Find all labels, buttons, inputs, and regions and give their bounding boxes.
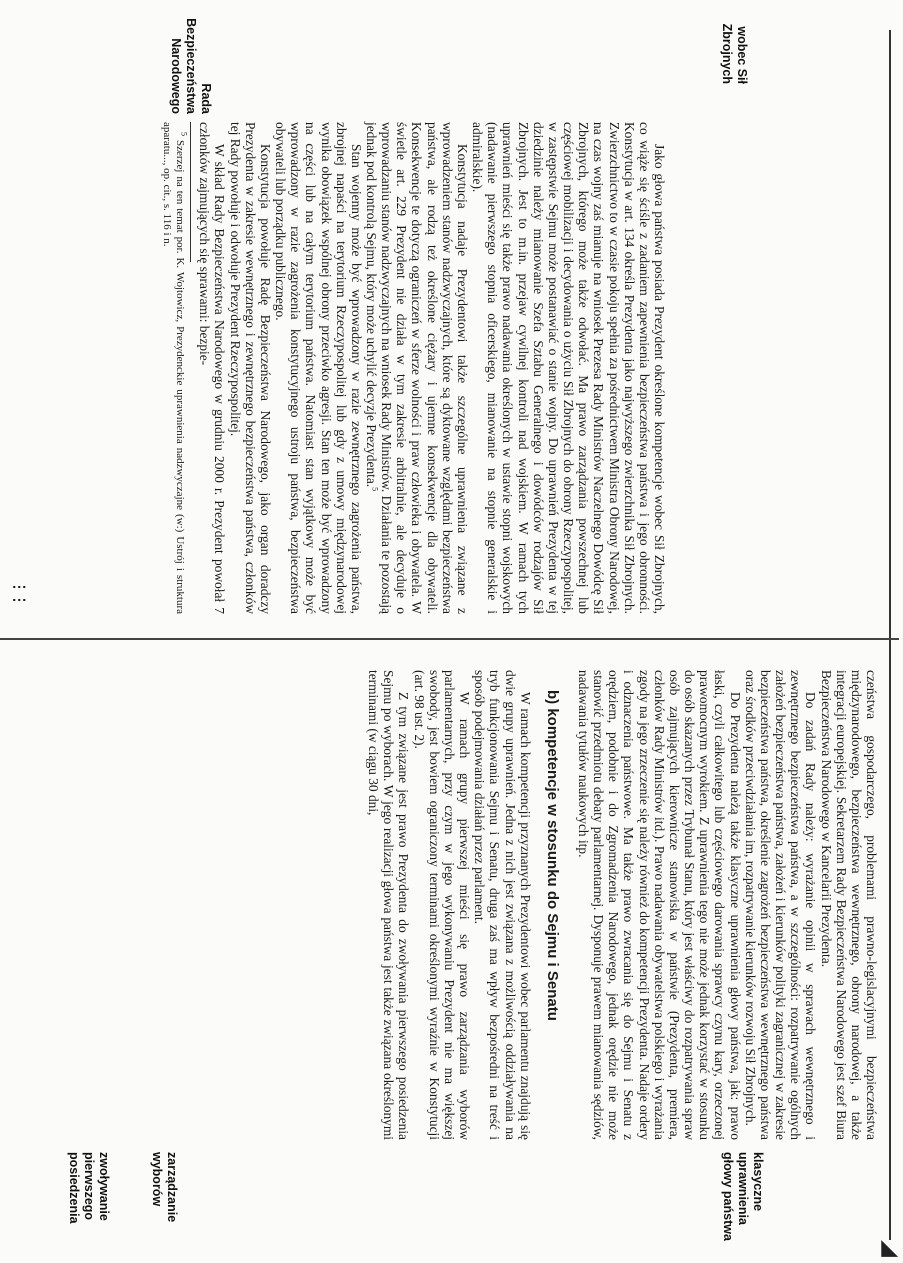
left-text-column — [160, 122, 667, 614]
paragraph: W ramach grupy pierwszej mieści się prawo zarządzania wyborów parlamentarnych, przy czym w jego wykonywaniu Prezydent nie ma większej swobody, jest bowiem ograniczony terminami określonymi wyraźnie w Konstytucji (art. 98 ust. 2). — [411, 670, 473, 1140]
footnote — [160, 122, 189, 615]
paragraph: Jako głowa państwa posiada Prezydent określone kompetencje wobec Sił Zbrojnych, co wiąże się ściśle z zadaniem zapewnienia bezpieczeństwa państwa i jego obronności. Konstytucja w art. 134 określa Prezydenta jako najwyższego zwierzchnika Sił Zbrojnych. Zwierzchnictwo to w czasie pokoju spełnia za pośrednictwem Ministra Obrony Narodowej, na czas wojny zaś mianuje na wniosek Prezesa Rady Ministrów Naczelnego Dowódcę Sił Zbrojnych, którego może także odwołać. Ma prawo zarządzania powszechnej lub częściowej mobilizacji i decydowania o użyciu Sił Zbrojnych do obrony Rzeczypospolitej, w zastępstwie Sejmu może postanawiać o stanie wojny. Do uprawnień Prezydenta w tej dziedzinie należy mianowanie Szefa Sztabu Generalnego i dowódców rodzajów Sił Zbrojnych. Jest to m.in. przejaw cywilnej kontroli nad wojskiem. W ramach tych uprawnień mieści się także prawo nadawania określonych w ustawie stopni wojskowych (nadawanie pierwszego stopnia oficerskiego, mianowanie na stopnie generalskie i admiralskie). — [470, 122, 667, 614]
margin-note-line: Rada — [199, 83, 213, 114]
paragraph: Z tym związane jest prawo Prezydenta do zwoływania pierwszego posiedzenia Sejmu po wyborach. W jego realizacji głowa państwa jest także związana określonymi terminami (w ciągu 30 dni, — [366, 670, 412, 1140]
margin-note-line: Narodowego — [169, 38, 183, 114]
margin-note-line: Zbrojnych — [720, 23, 734, 84]
footnote-rule — [190, 122, 191, 262]
paragraph — [364, 122, 470, 614]
section-heading: b) kompetencje w stosunku do Sejmu i Senatu — [543, 690, 561, 1021]
margin-note-line: wobec Sił — [735, 26, 749, 84]
margin-note-line: posiedzenia — [67, 1152, 81, 1224]
margin-note-line: Bezpieczeństwa — [184, 18, 198, 114]
margin-note-head-of-state — [720, 1152, 765, 1252]
paragraph-text: Konstytucja nadaje Prezydentowi także szczególne uprawnienia związane z wprowadzeniem stanów nadzwyczajnych, które są dyktowane względami bezpieczeństwa państwa, ale rodzą też określone ciężary i ujemne konsekwencje dla obywateli. Konsekwencje te dotyczą ograniczeń w sferze wolności i praw człowieka i obywatela. W świetle art. 229 Prezydent nie działa w tym zakresie arbitralnie, ale decyduje o wprowadzaniu stanów nadzwyczajnych na wniosek Rady Ministrów. Działania te pozostają jednak pod kontrolą Sejmu, który może uchylić decyzje Prezydenta. — [364, 122, 470, 614]
margin-note-line: zarządzanie — [165, 1152, 179, 1223]
left-page — [0, 0, 899, 620]
footnote-marker: 5 — [370, 487, 380, 492]
margin-note-line: klasyczne — [751, 1152, 765, 1212]
margin-note-first-sitting — [66, 1152, 111, 1252]
corner-mark-icon: ◢ — [878, 1240, 903, 1257]
margin-note-line: pierwszego — [82, 1152, 96, 1221]
page-fold-divider — [0, 638, 899, 640]
paragraph: Stan wojenny może być wprowadzony w razie zewnętrznego zagrożenia państwa, zbrojnej napaści na terytorium Rzeczypospolitej lub gdy z umowy międzynarodowej wynika obowiązek wspólnej obrony przeciwko agresji. Stan ten może być wprowadzony na części lub na całym terytorium państwa. Natomiast stan wyjątkowy może być wprowadzony w razie zagrożenia konstytucyjnego ustroju państwa, bezpieczeństwa obywateli lub porządku publicznego. — [273, 122, 364, 614]
paragraph: Do Prezydenta należą także klasyczne uprawnienia głowy państwa, jak: prawo łaski, czyli całkowitego lub częściowego darowania sprawcy czynu kary, orzeczonej prawomocnym wyrokiem. Z uprawnienia tego nie może jednak korzystać w stosunku do osób skazanych przez Trybunał Stanu, który jest właściwy do rozpatrywania spraw osób zajmujących kierownicze stanowiska w państwie (Prezydenta, premiera, członków Rady Ministrów itd.). Prawo nadawania obywatelstwa polskiego i wyrażania zgody na jego zrzeczenie się należy również do kompetencji Prezydenta. Nadaje ordery i odznaczenia państwowe. Ma także prawo zwracania się do Sejmu i Senatu z orędziem, podobnie i do Zgromadzenia Narodowego, jednak orędzie nie może stanowić przedmiotu debaty parlamentarnej. Dysponuje prawem mianowania sędziów, nadawania tytułów naukowych itp. — [576, 670, 743, 1140]
page-edge-marks: ⋮⋮ — [11, 580, 26, 606]
right-text-column — [366, 670, 879, 1140]
margin-note-line: uprawnienia — [736, 1152, 750, 1225]
right-page — [0, 660, 899, 1263]
margin-note-line: wyborów — [150, 1152, 164, 1207]
paragraph: W ramach kompetencji przyznanych Prezydentowi wobec parlamentu znajdują się dwie grupy uprawnień. Jedna z nich jest związana z możliwością oddziaływania na tryb funkcjonowania Sejmu i Senatu, druga zaś ma wpływ bezpośredni na treść i sposób podejmowania działań przez parlament. — [472, 670, 533, 1140]
margin-note-armed-forces — [719, 6, 749, 84]
footnote-text: Szerzej na ten temat por. K. Wojtowicz, Prezydenckie uprawnienia nadzwyczajne (w:) Ustrój i struktura aparatu..., op. cit., s. 116 i n. — [161, 122, 187, 615]
paragraph: W skład Rady Bezpieczeństwa Narodowego w grudniu 2000 r. Prezydent powołał 7 członków zajmujących się sprawami: bezpie- — [197, 122, 228, 614]
margin-note-security-council — [168, 6, 213, 114]
paragraph: Do zadań Rady należy: wyrażanie opinii w sprawach wewnętrznego i zewnętrznego bezpieczeństwa państwa, a w szczególności: rozpatrywanie ogólnych założeń bezpieczeństwa państwa, założeń i kierunków polityki zagranicznej w zakresie bezpieczeństwa państwa, określenie zagrożeń bezpieczeństwa wewnętrznego państwa oraz środków przeciwdziałania im, rozpatrywanie kierunków rozwoju Sił Zbrojnych. — [742, 670, 819, 1140]
paragraph: czeństwa gospodarczego, problemami prawno-legislacyjnymi bezpieczeństwa międzynarodowego, bezpieczeństwa wewnętrznego, obrony narodowej, a także integracji europejskiej. Sekretarzem Rady Bezpieczeństwa Narodowego jest szef Biura Bezpieczeństwa Narodowego w Kancelarii Prezydenta. — [818, 670, 879, 1140]
margin-note-elections — [149, 1152, 179, 1252]
margin-note-line: zwoływanie — [97, 1152, 111, 1221]
margin-note-line: głowy państwa — [721, 1152, 735, 1241]
paragraph: Konstytucja powołuje Radę Bezpieczeństwa Narodowego, jako organ doradczy Prezydenta w zakresie wewnętrznego i zewnętrznego bezpieczeństwa państwa, członków tej Rady powołuje i odwołuje Prezydent Rzeczypospolitej. — [227, 122, 273, 614]
footnote-number: 5 — [179, 132, 189, 136]
